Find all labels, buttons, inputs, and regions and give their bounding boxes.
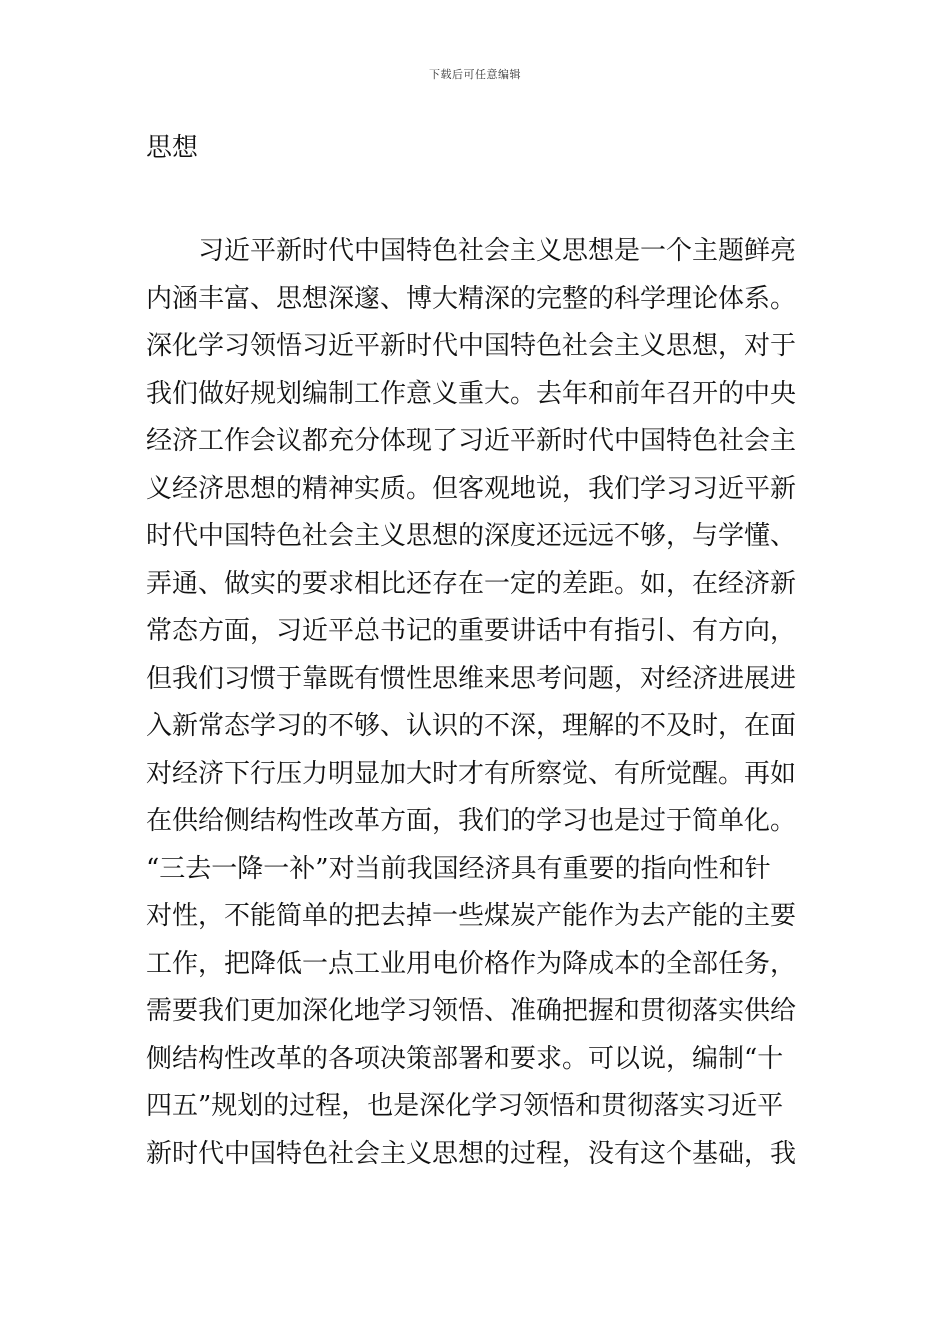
paragraph-line: 习近平新时代中国特色社会主义思想是一个主题鲜亮	[198, 236, 797, 266]
paragraph-line: 新时代中国特色社会主义思想的过程，没有这个基础，我	[146, 1138, 797, 1169]
paragraph-line: 入新常态学习的不够、认识的不深，理解的不及时，在面	[146, 711, 797, 741]
body-paragraph	[146, 228, 806, 1178]
paragraph-line: 义经济思想的精神实质。但客观地说，我们学习习近平新	[146, 473, 797, 504]
paragraph-line: 经济工作会议都充分体现了习近平新时代中国特色社会主	[146, 426, 797, 456]
paragraph-line: 我们做好规划编制工作意义重大。去年和前年召开的中央	[146, 378, 797, 409]
paragraph-line: 侧结构性改革的各项决策部署和要求。可以说，编制“十	[146, 1043, 784, 1074]
header-note: 下载后可任意编辑	[429, 68, 521, 81]
paragraph-line: “三去一降一补”对当前我国经济具有重要的指向性和针	[146, 853, 771, 884]
paragraph-line: 工作，把降低一点工业用电价格作为降成本的全部任务，	[146, 948, 797, 979]
paragraph-line: 在供给侧结构性改革方面，我们的学习也是过于简单化。	[146, 806, 797, 836]
paragraph-line: 需要我们更加深化地学习领悟、准确把握和贯彻落实供给	[146, 996, 797, 1026]
paragraph-line: 对经济下行压力明显加大时才有所察觉、有所觉醒。再如	[146, 758, 797, 789]
paragraph-line: 常态方面，习近平总书记的重要讲话中有指引、有方向，	[146, 616, 797, 646]
paragraph-line: 弄通、做实的要求相比还存在一定的差距。如，在经济新	[146, 568, 797, 599]
paragraph-line: 时代中国特色社会主义思想的深度还远远不够，与学懂、	[146, 521, 797, 551]
paragraph-line: 但我们习惯于靠既有惯性思维来思考问题，对经济进展进	[146, 663, 797, 694]
paragraph-line: 对性，不能简单的把去掉一些煤炭产能作为去产能的主要	[146, 901, 797, 931]
paragraph-line: 深化学习领悟习近平新时代中国特色社会主义思想，对于	[146, 331, 797, 361]
section-heading: 思想	[146, 133, 199, 163]
paragraph-line: 四五”规划的过程，也是深化学习领悟和贯彻落实习近平	[146, 1091, 784, 1121]
paragraph-line: 内涵丰富、思想深邃、博大精深的完整的科学理论体系。	[146, 283, 797, 314]
